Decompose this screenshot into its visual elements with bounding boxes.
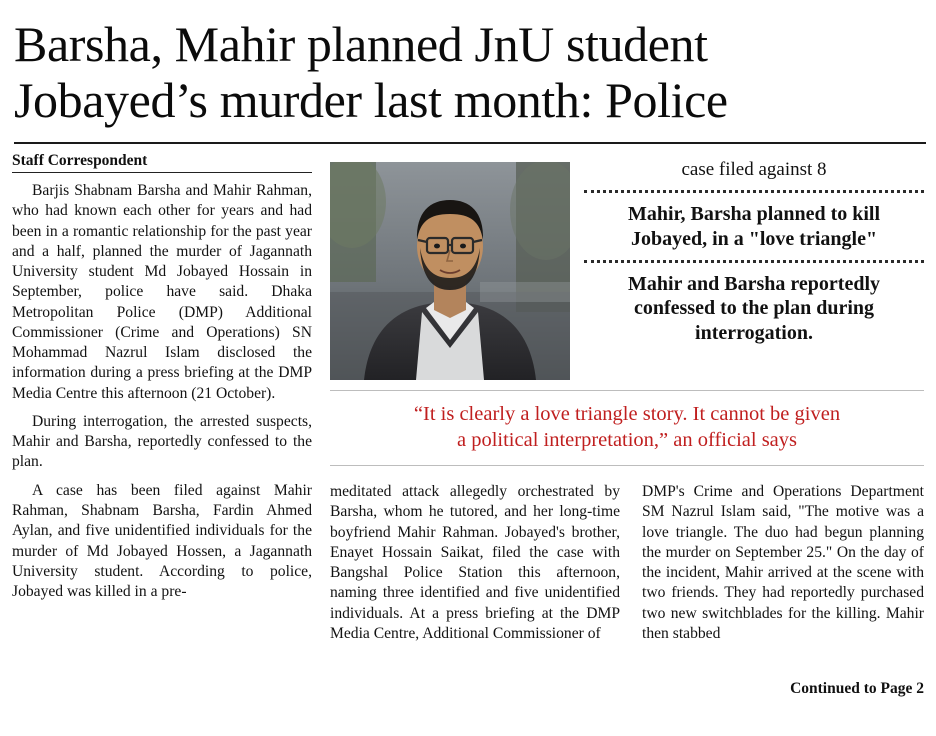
pull-quote-line-2: a political interpretation,” an official says	[456, 429, 798, 452]
highlight-item-3-line-1: Mahir and Barsha reportedly	[627, 272, 881, 295]
highlight-item-2-line-1: Mahir, Barsha planned to kill	[627, 203, 881, 226]
left-column	[12, 152, 312, 610]
middle-column	[330, 482, 620, 652]
highlight-item-2-line-2: Jobayed, in a "love triangle"	[630, 227, 878, 250]
highlight-item-1: case filed against 8	[681, 159, 827, 180]
pull-quote	[330, 390, 924, 466]
article-photo	[330, 162, 570, 380]
headline-line-2: Jobayed’s murder last month: Police	[14, 72, 728, 128]
left-paragraph-1: Barjis Shabnam Barsha and Mahir Rahman, who had known each other for years and had been in a romantic relationship for the past year and a half, planned the murder of Jagannath University student Md Jobayed Hossain in September, police have said. Dhaka Metropolitan Police (DMP) Additional Commissioner (Crime and Operations) SN Mohammad Nazrul Islam disclosed the information during a press briefing at the DMP Media Centre this afternoon (21 October).	[12, 182, 312, 402]
right-column	[642, 482, 924, 652]
page-title	[14, 16, 924, 128]
article-body	[12, 152, 924, 712]
left-paragraph-3: A case has been filed against Mahir Rahman, Shabnam Barsha, Fardin Ahmed Aylan, and five unidentified individuals for the murder of Md Jobayed Hossen, a Jagannath University student. According to police, Jobayed was killed in a pre-	[12, 481, 312, 601]
continued-note: Continued to Page 2	[790, 680, 924, 697]
left-paragraph-2: During interrogation, the arrested suspects, Mahir and Barsha, reportedly confessed to the plan.	[12, 412, 312, 471]
highlight-item-3-line-2: confessed to the plan during	[633, 297, 875, 320]
byline-divider	[12, 172, 312, 173]
dotted-divider-1	[584, 190, 924, 193]
highlights-panel	[584, 158, 924, 345]
right-paragraph: DMP's Crime and Operations Department SM Nazrul Islam said, "The motive was a love triangle. The duo had begun planning the murder on September 25." On the day of the incident, Mahir arrived at the scene with two friends. They had reportedly purchased two new switchblades for the killing. Mahir then stabbed	[642, 483, 924, 642]
byline: Staff Correspondent	[12, 152, 148, 169]
headline-divider	[14, 142, 926, 144]
highlight-item-3-line-3: interrogation.	[695, 321, 813, 344]
middle-paragraph: meditated attack allegedly orchestrated by Barsha, whom he tutored, and her long-time boyfriend Mahir Rahman. Jobayed's brother, Enayet Hossain Saikat, filed the case with Bangshal Police Station this afternoon, naming three identified and five unidentified individuals. At a press briefing at the DMP Media Centre, Additional Commissioner of	[330, 483, 620, 642]
headline-line-1: Barsha, Mahir planned JnU student	[14, 16, 708, 72]
portrait-photo-graphic	[330, 162, 570, 380]
dotted-divider-2	[584, 260, 924, 263]
pull-quote-line-1: “It is clearly a love triangle story. It cannot be given	[413, 403, 841, 425]
